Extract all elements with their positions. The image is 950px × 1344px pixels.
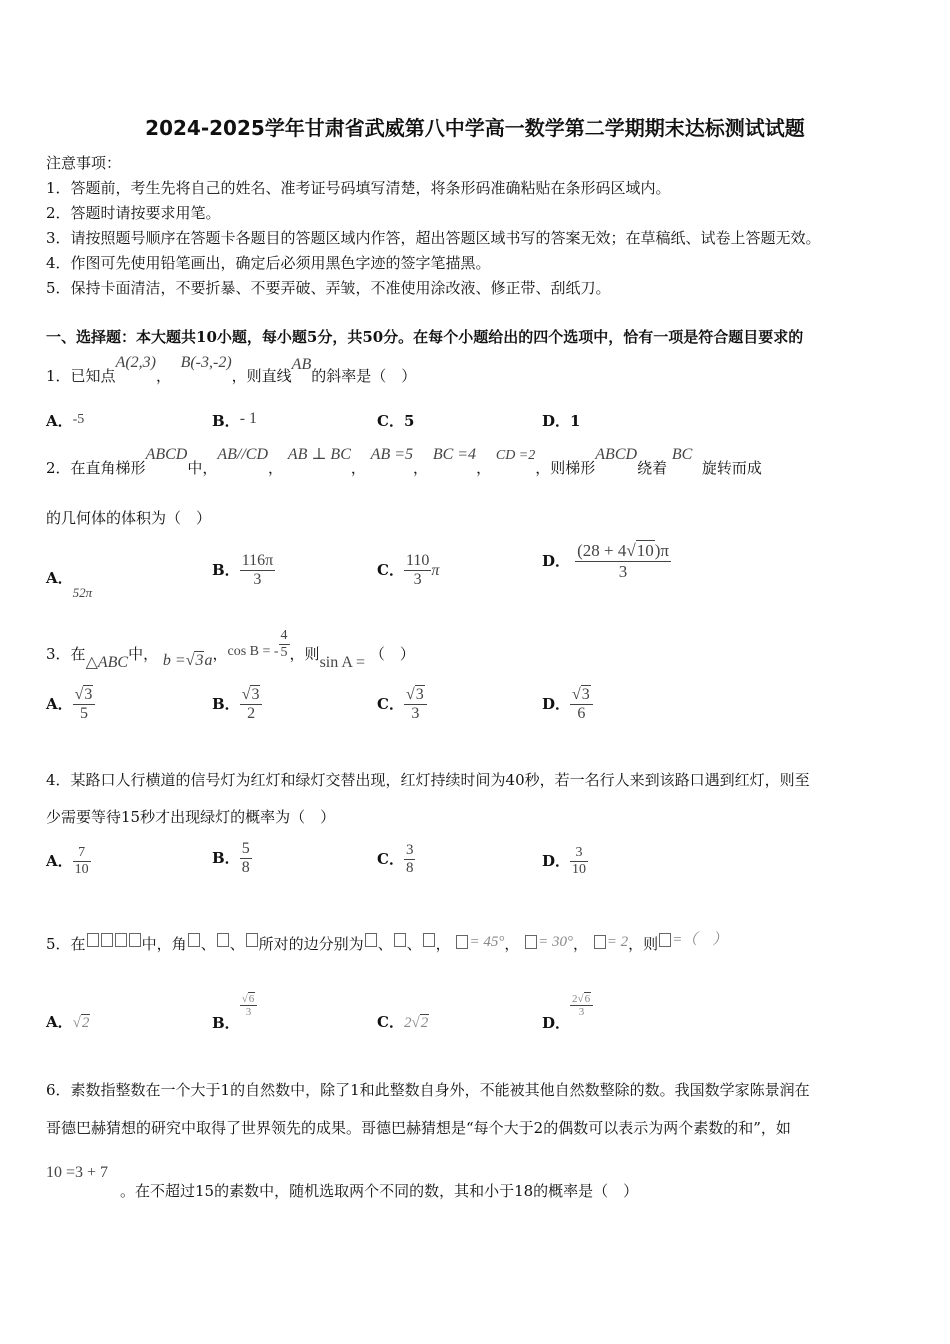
line-ab: AB xyxy=(291,356,312,373)
question-6-line3: 。在不超过15的素数中，随机选取两个不同的数，其和小于18的概率是（ ） xyxy=(120,1182,639,1200)
question-3: 3．在△ABC中， b =√3a，cos B = - $\frac{4}{5}$ ，则sin A = （ ） xyxy=(46,628,415,671)
option-c: C． $\frac{110}{3}$ π xyxy=(377,552,440,588)
option-c: C．2√2 xyxy=(377,1013,429,1031)
option-a: A． $\frac{√3}{5}$ xyxy=(46,686,95,723)
option-d: D． $\frac{√3}{6}$ xyxy=(542,686,593,723)
question-4-line1: 4．某路口人行横道的信号灯为红灯和绿灯交替出现，红灯持续时间为40秒，若一名行人来到该路口遇到红灯，则至 xyxy=(46,771,810,789)
option-a: A．-5 xyxy=(46,412,85,430)
notice-heading: 注意事项： xyxy=(46,154,122,172)
page-title: 2024-2025学年甘肃省武威第八中学高一数学第二学期期末达标测试试题 xyxy=(145,116,805,140)
question-number: 5． xyxy=(46,935,71,953)
question-number: 1． xyxy=(46,367,71,385)
option-c: C．5 xyxy=(377,412,415,430)
example-equation: 10 =3 + 7 xyxy=(46,1164,109,1181)
option-a: A．$_{52\pi}$ xyxy=(46,569,93,600)
option-a: A． $\frac{7}{10}$ xyxy=(46,845,89,877)
option-d: D． $\frac{(28 + 4√10)\pi}{3}$ xyxy=(542,541,669,581)
option-b: B． $\frac{√3}{2}$ xyxy=(212,686,262,723)
notice-item: 5．保持卡面清洁，不要折暴、不要弄破、弄皱，不准使用涂改液、修正带、刮纸刀。 xyxy=(46,279,611,297)
notice-item: 2．答题时请按要求用笔。 xyxy=(46,204,221,222)
option-b: B． $\frac{116\pi}{3}$ xyxy=(212,552,274,588)
option-b: B． $\frac{√6}{3}$ xyxy=(212,993,257,1018)
question-2-line2: 的几何体的体积为（ ） xyxy=(46,509,212,527)
notice-item: 4．作图可先使用铅笔画出，确定后必须用黑色字迹的签字笔描黑。 xyxy=(46,254,491,272)
option-b: B． $\frac{5}{8}$ xyxy=(212,840,250,876)
section-heading: 一、选择题：本大题共10小题，每小题5分，共50分。在每个小题给出的四个选项中，恰有一项是符合题目要求的 xyxy=(46,328,804,346)
option-a: A．√2 xyxy=(46,1013,90,1031)
option-c: C． $\frac{√3}{3}$ xyxy=(377,686,427,723)
point-a: A(2,3) xyxy=(115,354,156,371)
option-d: D． $\frac{3}{10}$ xyxy=(542,845,587,877)
notice-item: 3．请按照题号顺序在答题卡各题目的答题区域内作答，超出答题区域书写的答案无效；在草稿纸、试卷上答题无效。 xyxy=(46,229,821,247)
notice-item: 1．答题前，考生先将自己的姓名、准考证号码填写清楚，将条形码准确粘贴在条形码区域内。 xyxy=(46,179,671,197)
question-number: 3． xyxy=(46,644,71,663)
question-5: 5．在 中，角 、 、 所对的边分别为 、 、 ， = 45°， = 30°， = 2，则 =（ ） xyxy=(46,932,728,953)
question-6-line1: 6．素数指整数在一个大于1的自然数中，除了1和此整数自身外，不能被其他自然数整除的数。我国数学家陈景润在 xyxy=(46,1081,810,1099)
question-2: 2．在直角梯形ABCD中，AB//CD， AB ⊥ BC， AB =5， BC =4， CD =2，则梯形ABCD绕着 BC 旋转而成 xyxy=(46,446,762,477)
point-b: B(-3,-2) xyxy=(180,354,232,371)
question-4-line2: 少需要等待15秒才出现绿灯的概率为（ ） xyxy=(46,808,336,826)
option-c: C． $\frac{3}{8}$ xyxy=(377,842,414,876)
question-1: 1．已知点A(2,3)， B(-3,-2)，则直线AB的斜率是（ ） xyxy=(46,354,417,385)
option-d: D．1 xyxy=(542,412,581,430)
question-6-line2: 哥德巴赫猜想的研究中取得了世界领先的成果。哥德巴赫猜想是“每个大于2的偶数可以表示为两个素数的和”，如 xyxy=(46,1119,791,1137)
option-b: B．- 1 xyxy=(212,410,258,430)
option-d: D． $\frac{2√6}{3}$ xyxy=(542,993,593,1018)
question-number: 2． xyxy=(46,459,71,477)
